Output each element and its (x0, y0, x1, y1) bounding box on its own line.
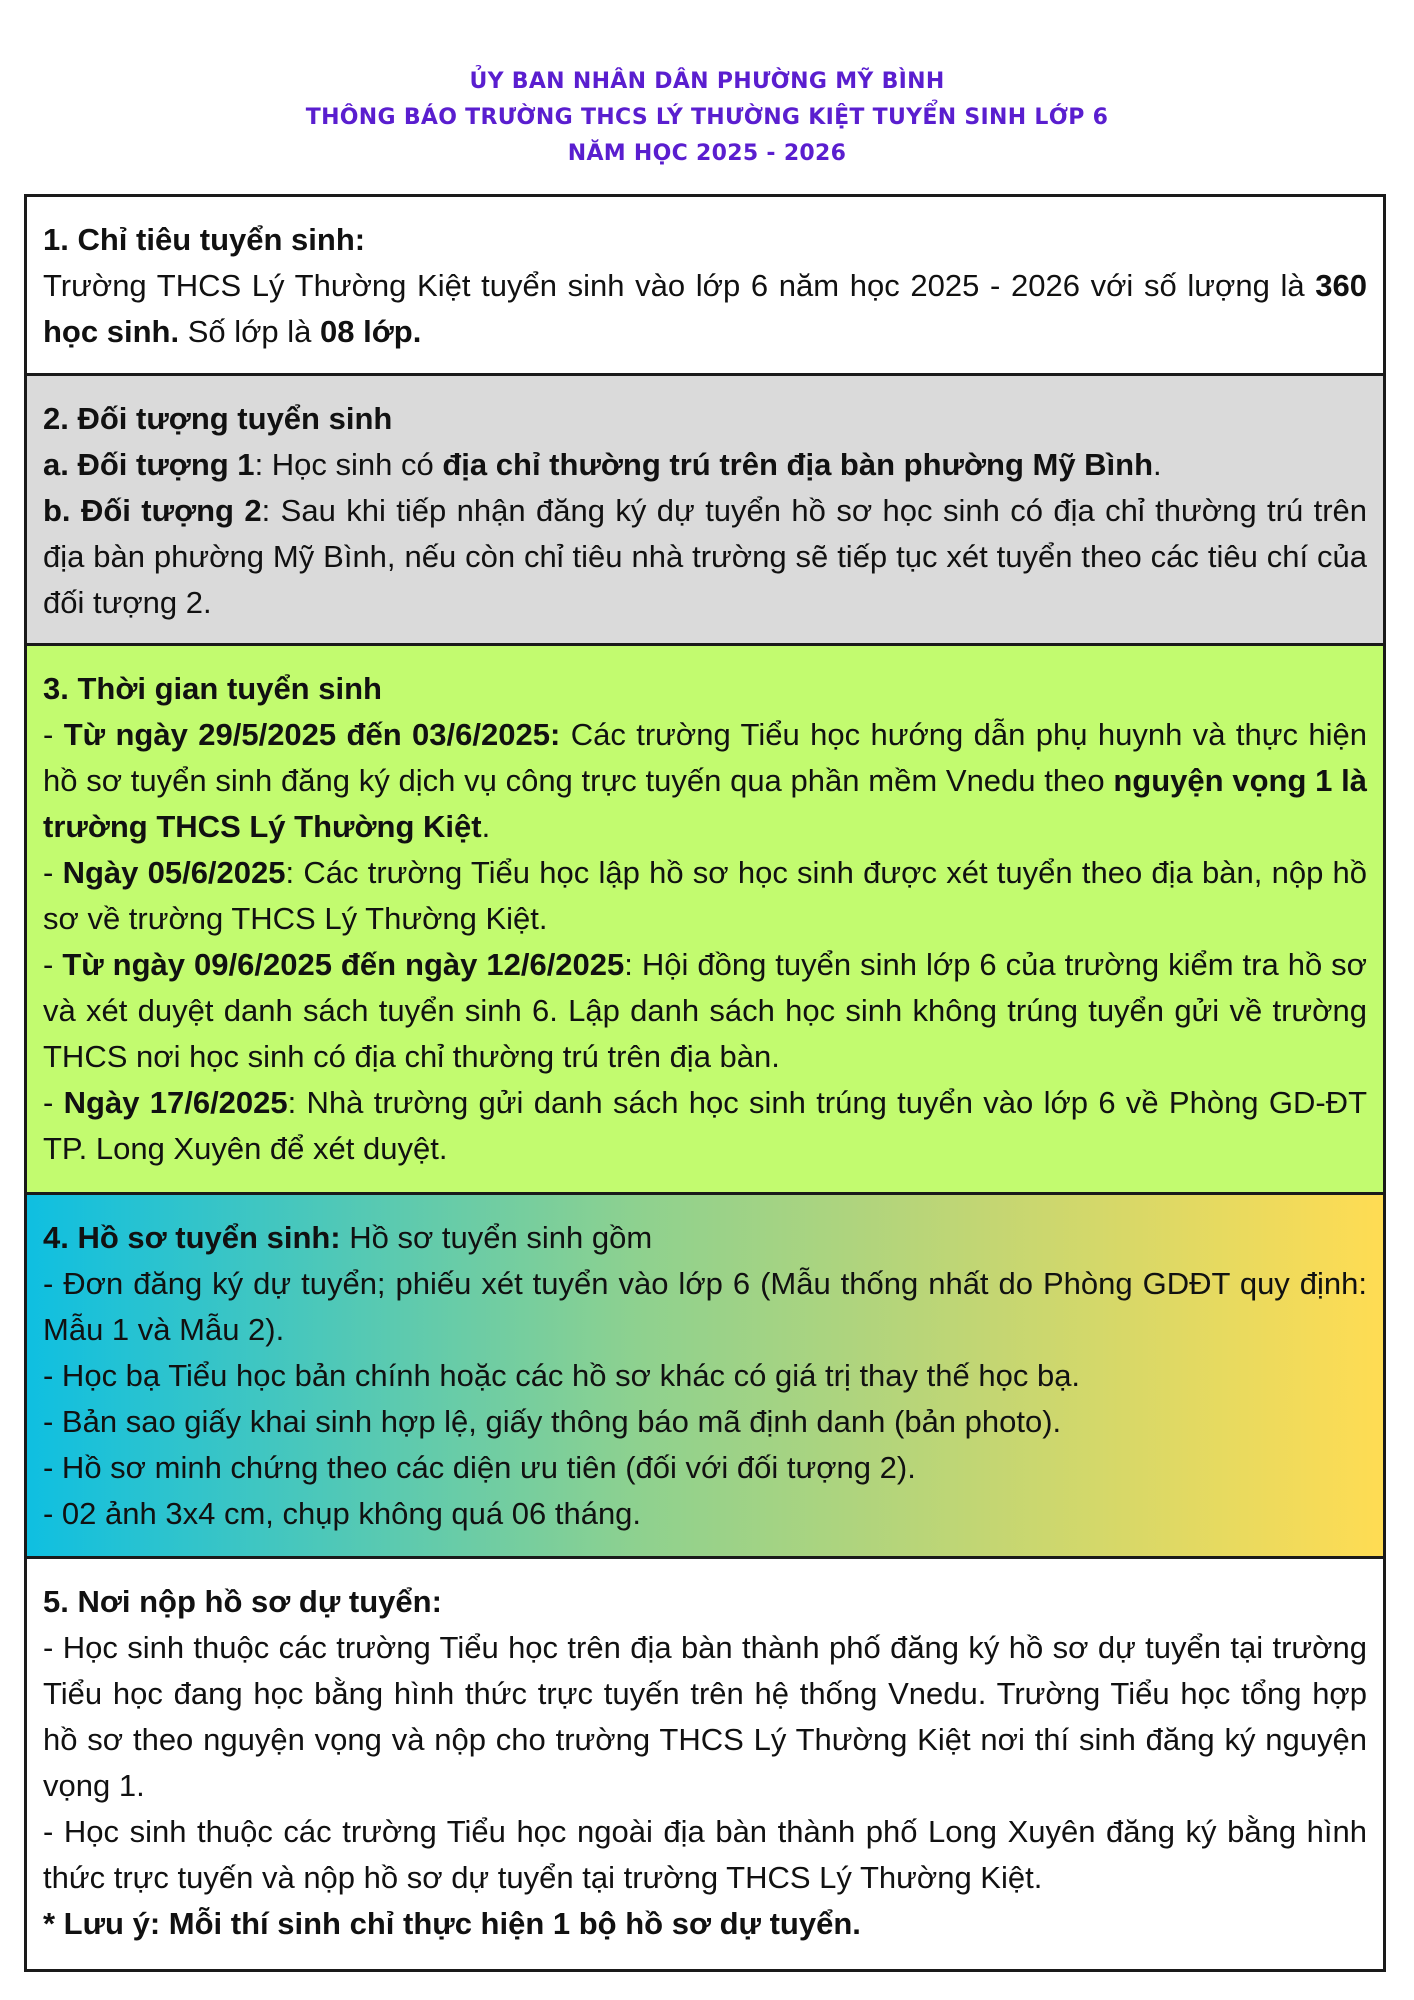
schedule-date: Từ ngày 29/5/2025 đến 03/6/2025: (63, 717, 561, 752)
section2-item-a (43, 442, 1367, 488)
schedule-text: : Nhà trường gửi danh sách học sinh trúng tuyển vào lớp 6 về Phòng GD-ĐT TP. Long Xuyên để xét duyệt. (43, 1085, 1367, 1166)
section2-title: 2. Đối tượng tuyển sinh (43, 401, 393, 436)
section1-body (43, 263, 1367, 355)
schedule-end: . (481, 809, 491, 844)
schedule-item-1 (43, 712, 1367, 850)
schedule-date: Từ ngày 09/6/2025 đến ngày 12/6/2025 (62, 947, 625, 982)
schedule-date: Ngày 05/6/2025 (62, 855, 286, 890)
item-a-text: : Học sinh có (254, 447, 443, 482)
item-a-bold: địa chỉ thường trú trên địa bàn phường Mỹ Bình (442, 447, 1154, 482)
section1-text-b: Số lớp là (179, 314, 321, 349)
submission-item: - Học sinh thuộc các trường Tiểu học trên địa bàn thành phố đăng ký hồ sơ dự tuyển tại trường Tiểu học đang học bằng hình thức trực tuyến trên hệ thống Vnedu. Trường Tiểu học tổng hợp hồ sơ theo nguyện vọng và nộp cho trường THCS Lý Thường Kiệt nơi thí sinh đăng ký nguyện vọng 1. (43, 1630, 1367, 1803)
schedule-item-3 (43, 942, 1367, 1080)
header-line-title: THÔNG BÁO TRƯỜNG THCS LÝ THƯỜNG KIỆT TUYỂN SINH LỚP 6 (305, 105, 1109, 130)
section4-title (43, 1215, 1367, 1261)
section4-title-bold: 4. Hồ sơ tuyển sinh: (43, 1220, 341, 1255)
class-count: 08 lớp. (320, 314, 422, 349)
section3-title: 3. Thời gian tuyển sinh (43, 671, 382, 706)
dash: - (43, 947, 63, 982)
item-a-end: . (1153, 447, 1162, 482)
section1-title: 1. Chỉ tiêu tuyển sinh: (43, 222, 366, 257)
dash: - (43, 855, 63, 890)
submission-note: * Lưu ý: Mỗi thí sinh chỉ thực hiện 1 bộ hồ sơ dự tuyển. (43, 1906, 861, 1941)
notice-header (0, 64, 1414, 172)
item-a-label: a. Đối tượng 1 (43, 447, 255, 482)
schedule-date: Ngày 17/6/2025 (63, 1085, 288, 1120)
section5-title: 5. Nơi nộp hồ sơ dự tuyển: (43, 1584, 442, 1619)
section2-item-b (43, 488, 1367, 626)
header-line-authority: ỦY BAN NHÂN DÂN PHƯỜNG MỸ BÌNH (469, 69, 945, 94)
item-b-text: : Sau khi tiếp nhận đăng ký dự tuyển hồ sơ học sinh có địa chỉ thường trú trên địa bàn phường Mỹ Bình, nếu còn chỉ tiêu nhà trường sẽ tiếp tục xét tuyển theo các tiêu chí của đối tượng 2. (43, 493, 1368, 620)
dash: - (43, 1085, 64, 1120)
student-count: 360 học sinh. (43, 268, 1367, 349)
document-item: - Hồ sơ minh chứng theo các diện ưu tiên (đối với đối tượng 2). (43, 1450, 916, 1485)
document-item: - 02 ảnh 3x4 cm, chụp không quá 06 tháng. (43, 1496, 642, 1531)
document-item: - Đơn đăng ký dự tuyển; phiếu xét tuyển vào lớp 6 (Mẫu thống nhất do Phòng GDĐT quy định: Mẫu 1 và Mẫu 2). (43, 1266, 1367, 1347)
section4-title-rest: Hồ sơ tuyển sinh gồm (340, 1220, 653, 1255)
section1-text: Trường THCS Lý Thường Kiệt tuyển sinh vào lớp 6 năm học 2025 - 2026 với số lượng là (43, 268, 1316, 303)
section-enrollment-schedule (24, 643, 1386, 1195)
section-eligible-students (24, 373, 1386, 646)
schedule-text: : Hội đồng tuyển sinh lớp 6 của trường kiểm tra hồ sơ và xét duyệt danh sách tuyển sinh 6. Lập danh sách học sinh không trúng tuyển gửi về trường THCS nơi học sinh có địa chỉ thường trú trên địa bàn. (43, 947, 1367, 1074)
dash: - (43, 717, 64, 752)
section-application-documents (24, 1192, 1386, 1559)
schedule-text: Các trường Tiểu học hướng dẫn phụ huynh và thực hiện hồ sơ tuyển sinh đăng ký dịch vụ công trực tuyến qua phần mềm Vnedu theo (43, 717, 1367, 798)
schedule-item-4 (43, 1080, 1367, 1172)
document-item: - Bản sao giấy khai sinh hợp lệ, giấy thông báo mã định danh (bản photo). (43, 1404, 1062, 1439)
header-line-year: NĂM HỌC 2025 - 2026 (567, 141, 847, 166)
section-submission-place (24, 1556, 1386, 1972)
schedule-text: : Các trường Tiểu học lập hồ sơ học sinh được xét tuyển theo địa bàn, nộp hồ sơ về trường THCS Lý Thường Kiệt. (43, 855, 1368, 936)
document-item: - Học bạ Tiểu học bản chính hoặc các hồ sơ khác có giá trị thay thế học bạ. (43, 1358, 1081, 1393)
schedule-bold: nguyện vọng 1 là trường THCS Lý Thường Kiệt (43, 763, 1367, 844)
item-b-label: b. Đối tượng 2 (43, 493, 262, 528)
schedule-item-2 (43, 850, 1367, 942)
submission-item: - Học sinh thuộc các trường Tiểu học ngoài địa bàn thành phố Long Xuyên đăng ký bằng hình thức trực tuyến và nộp hồ sơ dự tuyển tại trường THCS Lý Thường Kiệt. (43, 1814, 1367, 1895)
section-enrollment-quota (24, 194, 1386, 376)
